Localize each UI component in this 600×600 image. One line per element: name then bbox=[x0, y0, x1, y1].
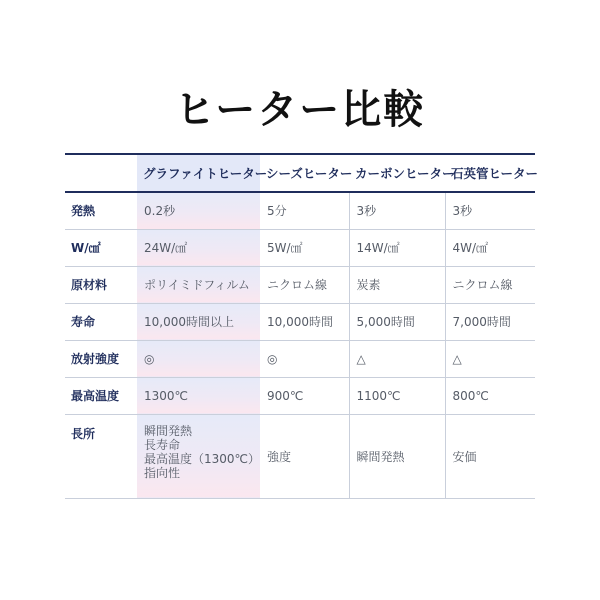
table-cell: 3秒 bbox=[445, 192, 535, 229]
table-cell: 24W/㎠ bbox=[137, 229, 260, 266]
table-cell: 5,000時間 bbox=[349, 303, 445, 340]
row-label: 最高温度 bbox=[65, 377, 137, 414]
table-cell: 安価 bbox=[445, 414, 535, 498]
header-quartz-heater: 石英管ヒーター bbox=[445, 154, 535, 192]
table-cell: 1300℃ bbox=[137, 377, 260, 414]
row-label: 発熱 bbox=[65, 192, 137, 229]
heater-comparison-table bbox=[65, 153, 539, 499]
table-row bbox=[65, 266, 535, 303]
table-cell: 0.2秒 bbox=[137, 192, 260, 229]
header-graphite-heater: グラファイトヒーター bbox=[137, 154, 260, 192]
table-cell: ポリイミドフィルム bbox=[137, 266, 260, 303]
table-cell: 強度 bbox=[260, 414, 349, 498]
table-row bbox=[65, 229, 535, 266]
row-label: 放射強度 bbox=[65, 340, 137, 377]
table-cell: ◎ bbox=[137, 340, 260, 377]
header-corner bbox=[65, 154, 137, 192]
table-cell: 800℃ bbox=[445, 377, 535, 414]
table-cell: △ bbox=[349, 340, 445, 377]
table-row bbox=[65, 340, 535, 377]
table-cell: 10,000時間 bbox=[260, 303, 349, 340]
table-cell: 瞬間発熱 bbox=[349, 414, 445, 498]
table-cell: 1100℃ bbox=[349, 377, 445, 414]
table-row bbox=[65, 414, 535, 498]
table-cell: 5分 bbox=[260, 192, 349, 229]
table-cell: ニクロム線 bbox=[260, 266, 349, 303]
table-cell: 14W/㎠ bbox=[349, 229, 445, 266]
table-cell: 900℃ bbox=[260, 377, 349, 414]
table-cell: 10,000時間以上 bbox=[137, 303, 260, 340]
table-cell-multiline bbox=[137, 414, 260, 498]
table-cell: 炭素 bbox=[349, 266, 445, 303]
row-label: 原材料 bbox=[65, 266, 137, 303]
row-label: W/㎠ bbox=[65, 229, 137, 266]
table-cell: 5W/㎠ bbox=[260, 229, 349, 266]
header-carbon-heater: カーボンヒーター bbox=[349, 154, 445, 192]
cell-line: 長寿命 bbox=[144, 437, 181, 452]
header-sheath-heater: シーズヒーター bbox=[260, 154, 349, 192]
cell-line: 最高温度（1300℃） bbox=[144, 451, 261, 466]
row-label: 寿命 bbox=[65, 303, 137, 340]
table-cell: ◎ bbox=[260, 340, 349, 377]
table-row bbox=[65, 192, 535, 229]
table-cell: ニクロム線 bbox=[445, 266, 535, 303]
table-row bbox=[65, 303, 535, 340]
table-cell: △ bbox=[445, 340, 535, 377]
table-header-row bbox=[65, 154, 535, 192]
table-cell: 7,000時間 bbox=[445, 303, 535, 340]
cell-line: 瞬間発熱 bbox=[144, 423, 193, 438]
table-cell: 4W/㎠ bbox=[445, 229, 535, 266]
page-title: ヒーター比較 bbox=[174, 87, 426, 133]
row-label: 長所 bbox=[65, 414, 137, 498]
table-cell: 3秒 bbox=[349, 192, 445, 229]
comparison-table-container bbox=[65, 153, 539, 499]
table-row bbox=[65, 377, 535, 414]
cell-line: 指向性 bbox=[144, 465, 181, 480]
